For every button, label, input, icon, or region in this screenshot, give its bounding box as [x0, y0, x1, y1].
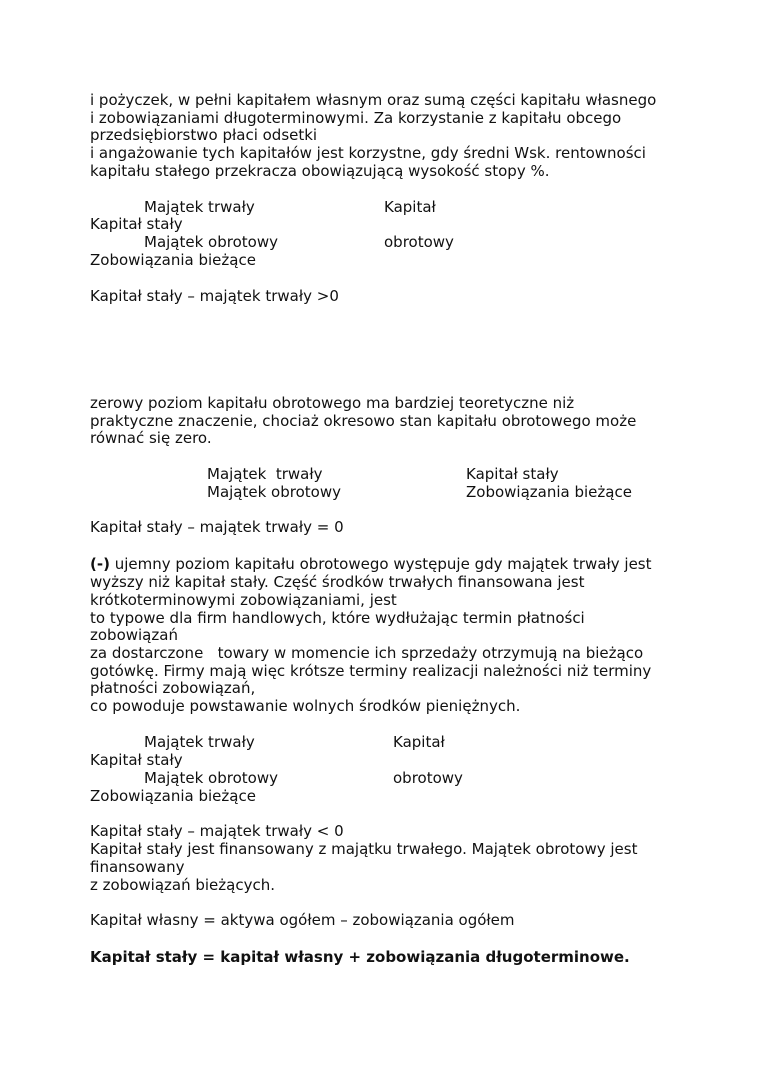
label-kapital-staly: Kapitał stały: [90, 751, 183, 769]
label-majatek-obrotowy: Majątek obrotowy: [207, 483, 341, 501]
formula: Kapitał stały – majątek trwały < 0: [90, 822, 344, 840]
label-zobowiazania: Zobowiązania bieżące: [466, 483, 632, 501]
paragraph-line: praktyczne znaczenie, chociaż okresowo stan kapitału obrotowego może: [90, 412, 637, 430]
paragraph-line: i pożyczek, w pełni kapitałem własnym oraz sumą części kapitału własnego: [90, 91, 657, 109]
paragraph-line: i angażowanie tych kapitałów jest korzystne, gdy średni Wsk. rentowności: [90, 144, 646, 162]
paragraph-line: krótkoterminowymi zobowiązaniami, jest: [90, 591, 397, 609]
paragraph-line: finansowany: [90, 858, 185, 876]
label-zobowiazania: Zobowiązania bieżące: [90, 251, 256, 269]
label-zobowiazania: Zobowiązania bieżące: [90, 787, 256, 805]
label-majatek-trwaly: Majątek trwały: [144, 198, 255, 216]
paragraph-line: zerowy poziom kapitału obrotowego ma bardziej teoretyczne niż: [90, 394, 575, 412]
paragraph-line: przedsiębiorstwo płaci odsetki: [90, 126, 318, 144]
label-kapital-staly: Kapitał stały: [90, 215, 183, 233]
formula: Kapitał stały – majątek trwały >0: [90, 287, 339, 305]
label-majatek-trwaly: Majątek trwały: [144, 733, 255, 751]
paragraph-line: za dostarczone towary w momencie ich sprzedaży otrzymują na bieżąco: [90, 644, 644, 662]
paragraph-line: równać się zero.: [90, 429, 212, 447]
label-majatek-trwaly: Majątek trwały: [207, 465, 323, 483]
formula: Kapitał własny = aktywa ogółem – zobowiązania ogółem: [90, 911, 515, 929]
label-kapital: Kapitał: [393, 733, 445, 751]
paragraph-line: Kapitał stały jest finansowany z majątku trwałego. Majątek obrotowy jest: [90, 840, 638, 858]
paragraph-line: to typowe dla firm handlowych, które wydłużając termin płatności: [90, 609, 585, 627]
paragraph-line: co powoduje powstawanie wolnych środków pieniężnych.: [90, 697, 521, 715]
label-kapital: Kapitał: [384, 198, 436, 216]
paragraph-line: wyższy niż kapitał stały. Część środków trwałych finansowana jest: [90, 573, 585, 591]
paragraph-line: z zobowiązań bieżących.: [90, 876, 275, 894]
paragraph-line: zobowiązań: [90, 626, 178, 644]
formula: Kapitał stały – majątek trwały = 0: [90, 518, 344, 536]
paragraph-line: gotówkę. Firmy mają więc krótsze terminy realizacji należności niż terminy: [90, 662, 652, 680]
formula-bold: Kapitał stały = kapitał własny + zobowiązania długoterminowe.: [90, 948, 630, 966]
paragraph-line: kapitału stałego przekracza obowiązującą wysokość stopy %.: [90, 162, 550, 180]
paragraph-line: płatności zobowiązań,: [90, 679, 256, 697]
label-majatek-obrotowy: Majątek obrotowy: [144, 769, 278, 787]
paragraph-text: ujemny poziom kapitału obrotowego występuje gdy majątek trwały jest: [109, 555, 652, 573]
label-obrotowy: obrotowy: [384, 233, 454, 251]
label-majatek-obrotowy: Majątek obrotowy: [144, 233, 278, 251]
paragraph-line: i zobowiązaniami długoterminowymi. Za korzystanie z kapitału obcego: [90, 109, 622, 127]
label-obrotowy: obrotowy: [393, 769, 463, 787]
paragraph-line: [90, 555, 652, 573]
minus-marker: (-): [90, 555, 110, 573]
label-kapital-staly: Kapitał stały: [466, 465, 559, 483]
